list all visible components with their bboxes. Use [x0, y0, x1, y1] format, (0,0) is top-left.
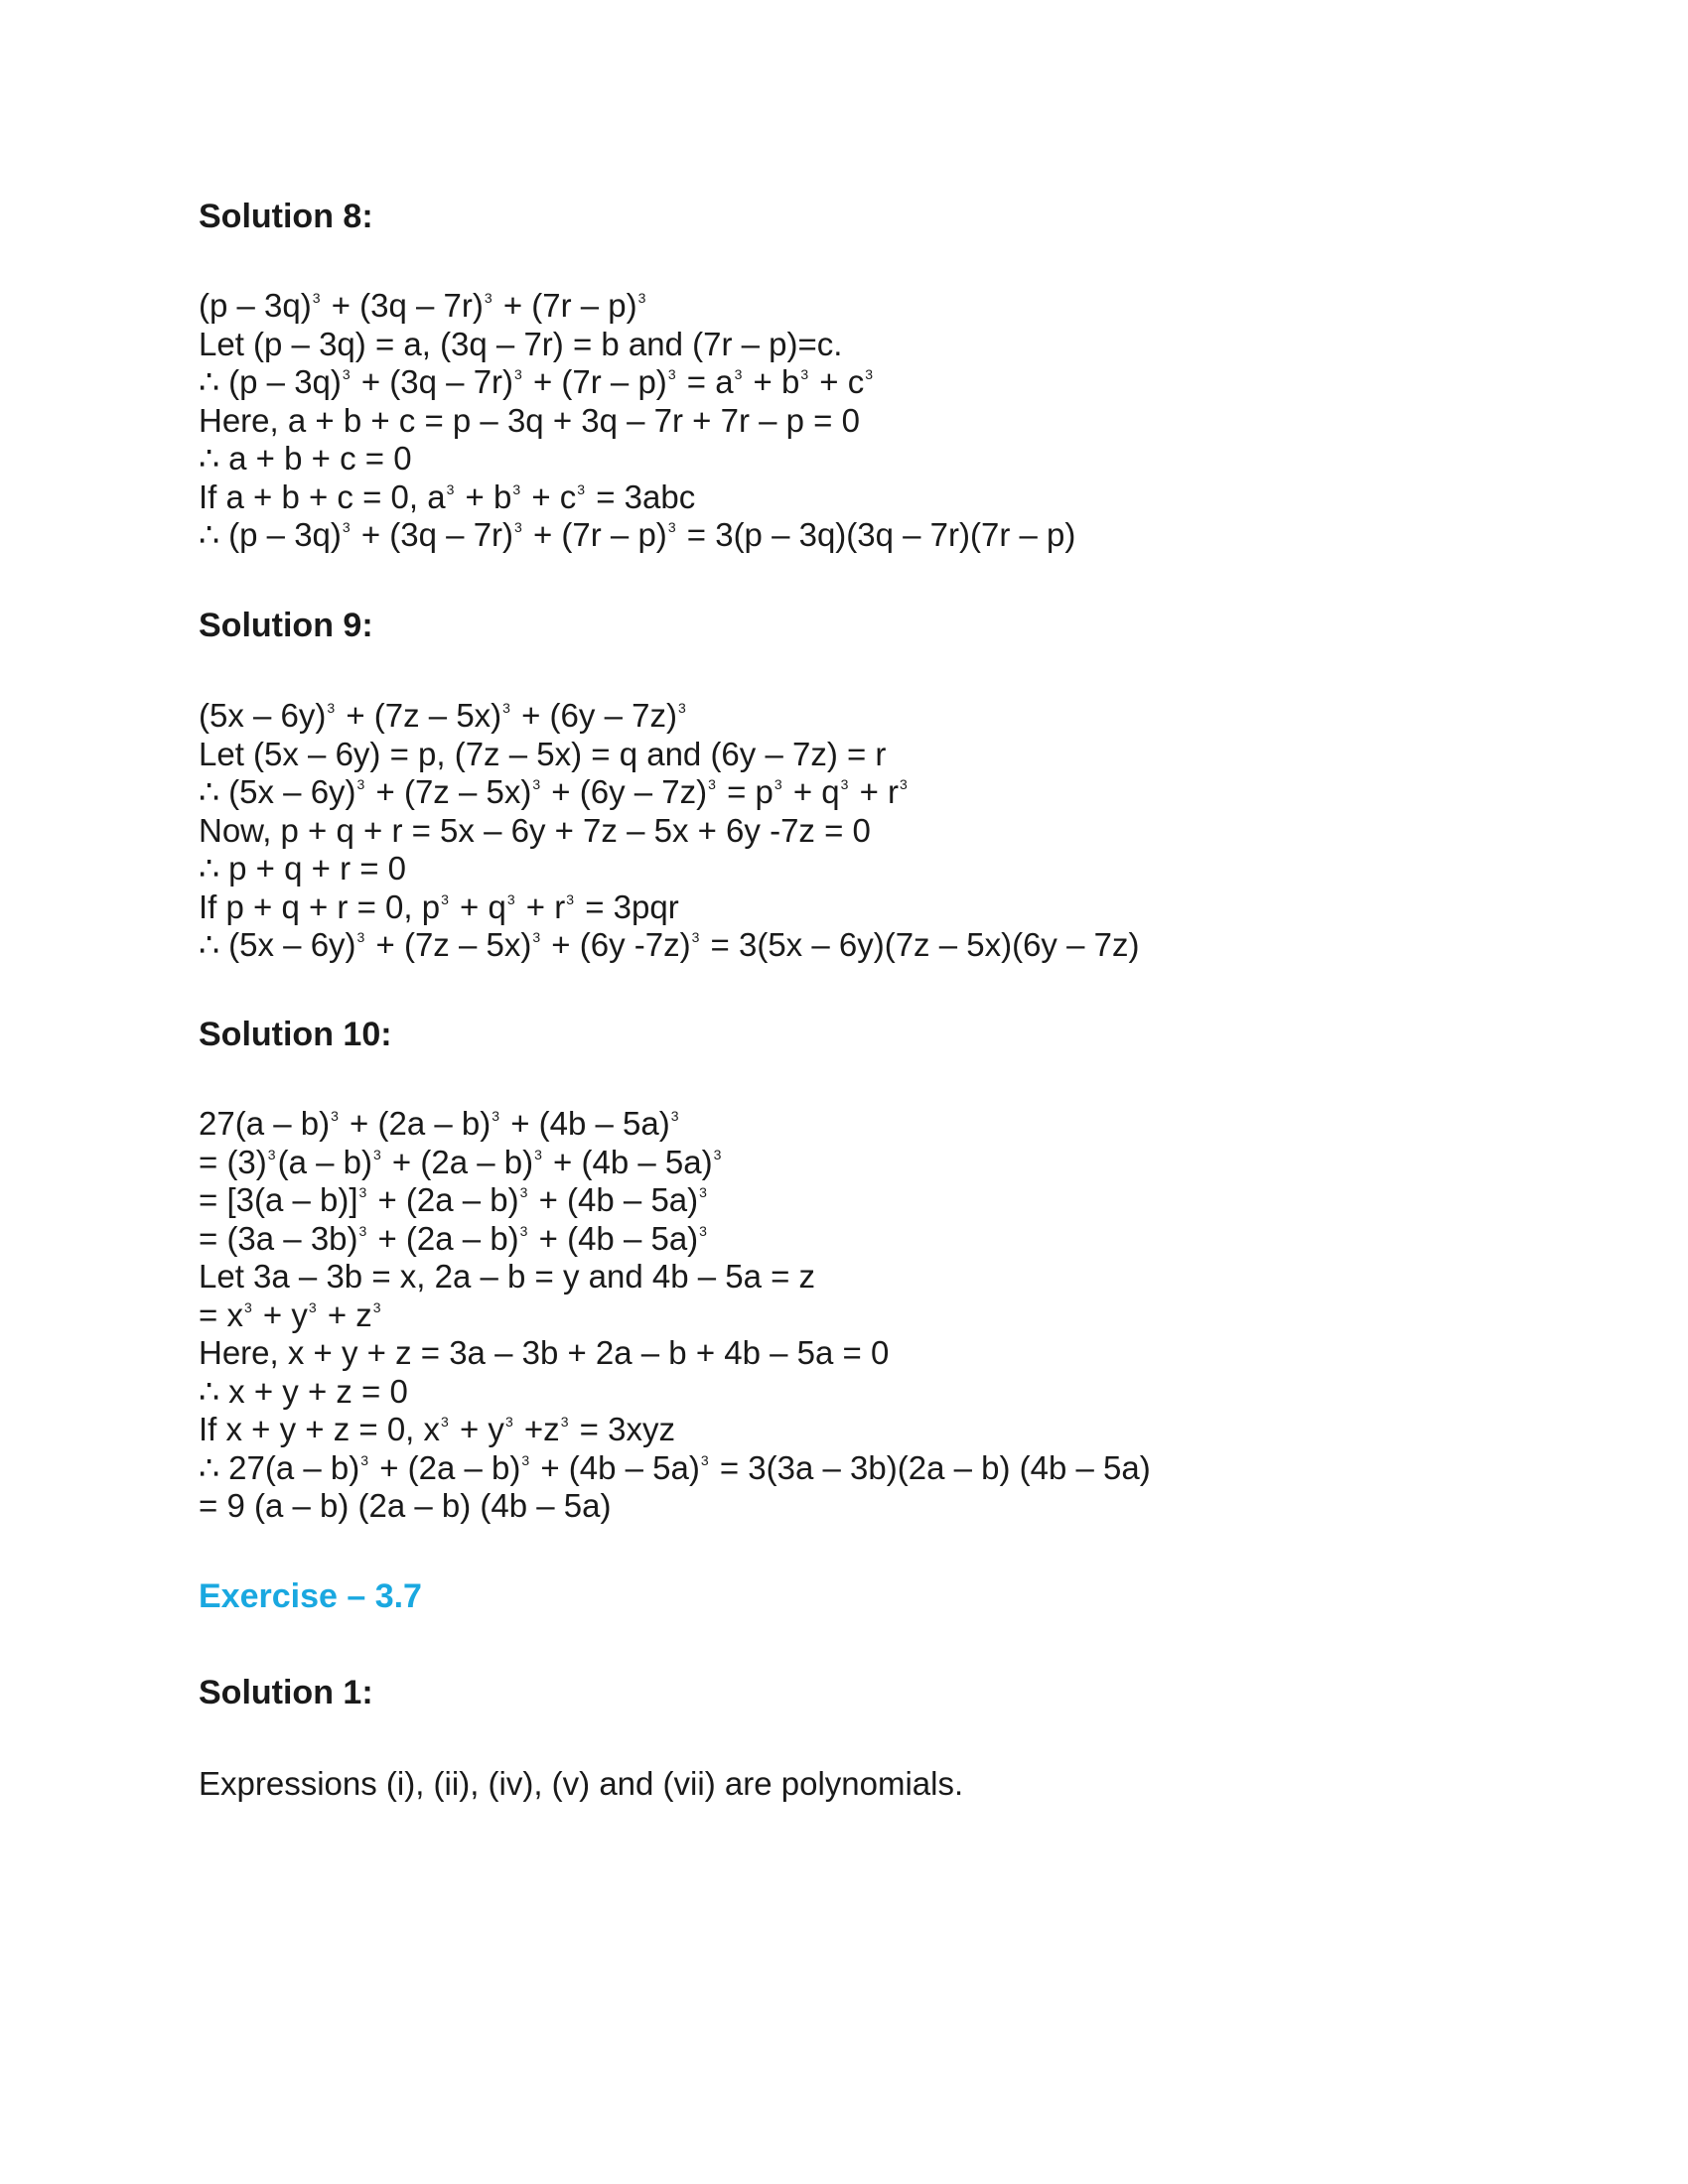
- equation-text: + (4b – 5a): [501, 1105, 670, 1142]
- exponent: 3: [372, 1146, 381, 1162]
- exponent: 3: [441, 890, 449, 907]
- equation-text: +z: [514, 1411, 560, 1447]
- exponent: 3: [700, 1451, 709, 1468]
- exponent: 3: [667, 366, 676, 382]
- exponent: 3: [312, 290, 321, 306]
- equation-text: If p + q + r = 0, p: [199, 887, 441, 925]
- exponent: 3: [534, 1146, 542, 1162]
- equation-text: + q: [450, 887, 506, 925]
- exponent: 3: [342, 366, 351, 382]
- equation-text: = 3(p – 3q)(3q – 7r)(7r – p): [677, 516, 1076, 553]
- solution-10-body: [199, 1105, 1151, 1526]
- equation-text: ∴ x + y + z = 0: [199, 1372, 408, 1410]
- equation-text: Let (5x – 6y) = p, (7z – 5x) = q and (6y – 7z) = r: [199, 735, 887, 772]
- equation-text: = (3): [199, 1143, 267, 1180]
- exponent: 3: [267, 1146, 276, 1162]
- equation-line: [199, 1297, 1151, 1335]
- solution-8-body: [199, 287, 1075, 555]
- equation-text: (5x – 6y): [199, 697, 327, 734]
- equation-text: + y: [253, 1296, 308, 1333]
- exponent: 3: [484, 290, 492, 306]
- equation-text: ∴ 27(a – b): [199, 1448, 360, 1486]
- equation-text: = p: [717, 773, 774, 810]
- exponent: 3: [865, 366, 874, 382]
- equation-text: = [3(a – b)]: [199, 1181, 358, 1218]
- exponent: 3: [637, 290, 646, 306]
- equation-line: [199, 812, 1139, 851]
- solution-9-heading: Solution 9:: [199, 607, 373, 644]
- equation-text: If a + b + c = 0, a: [199, 478, 446, 515]
- equation-line: [199, 440, 1075, 478]
- equation-text: + (2a – b): [370, 1448, 521, 1486]
- exponent: 3: [566, 890, 575, 907]
- exponent: 3: [358, 1184, 367, 1200]
- exponent: 3: [502, 700, 510, 716]
- equation-text: + (4b – 5a): [529, 1219, 699, 1257]
- equation-text: + (6y – 7z): [511, 697, 677, 734]
- equation-line: [199, 1487, 1151, 1526]
- equation-text: ∴ p + q + r = 0: [199, 850, 407, 887]
- equation-text: Here, x + y + z = 3a – 3b + 2a – b + 4b – 5a = 0: [199, 1334, 890, 1371]
- exponent: 3: [360, 1451, 369, 1468]
- equation-line: [199, 516, 1075, 555]
- equation-text: ∴ (5x – 6y): [199, 926, 356, 963]
- exponent: 3: [670, 1108, 679, 1124]
- exponent: 3: [532, 929, 541, 945]
- equation-line: [199, 1144, 1151, 1182]
- equation-text: (p – 3q): [199, 287, 312, 324]
- exponent: 3: [560, 1414, 569, 1430]
- exponent: 3: [492, 1108, 500, 1124]
- equation-text: = 3abc: [587, 478, 696, 515]
- equation-text: + (4b – 5a): [531, 1448, 700, 1486]
- exponent: 3: [900, 776, 908, 792]
- equation-line: [199, 697, 1139, 736]
- equation-text: + (2a – b): [382, 1143, 534, 1180]
- exponent: 3: [713, 1146, 722, 1162]
- equation-text: = 3(5x – 6y)(7z – 5x)(6y – 7z): [701, 926, 1140, 963]
- exponent: 3: [800, 366, 809, 382]
- equation-text: + c: [522, 478, 577, 515]
- exponent: 3: [327, 700, 336, 716]
- equation-line: [199, 478, 1075, 517]
- equation-text: = 3(3a – 3b)(2a – b) (4b – 5a): [710, 1448, 1151, 1486]
- equation-text: = x: [199, 1296, 243, 1333]
- exercise-solution-1-text: Expressions (i), (ii), (iv), (v) and (vii) are polynomials.: [199, 1765, 964, 1802]
- equation-line: [199, 1220, 1151, 1259]
- equation-text: + z: [318, 1296, 372, 1333]
- exponent: 3: [519, 1222, 528, 1239]
- equation-text: Let 3a – 3b = x, 2a – b = y and 4b – 5a = z: [199, 1258, 816, 1295]
- solution-8-heading: Solution 8:: [199, 198, 373, 235]
- equation-text: + q: [783, 773, 840, 810]
- exponent: 3: [514, 366, 522, 382]
- equation-line: [199, 1449, 1151, 1488]
- equation-line: [199, 850, 1139, 888]
- equation-line: [199, 926, 1139, 965]
- exponent: 3: [519, 1184, 528, 1200]
- equation-line: [199, 736, 1139, 774]
- equation-text: (a – b): [277, 1143, 372, 1180]
- equation-text: + c: [810, 363, 865, 400]
- equation-line: [199, 287, 1075, 326]
- equation-text: = 3xyz: [570, 1411, 675, 1447]
- equation-text: Here, a + b + c = p – 3q + 3q – 7r + 7r – p = 0: [199, 401, 860, 439]
- exponent: 3: [667, 519, 676, 535]
- equation-line: [199, 888, 1139, 927]
- equation-text: + r: [850, 773, 900, 810]
- equation-text: + (7r – p): [523, 363, 667, 400]
- equation-text: ∴ a + b + c = 0: [199, 440, 412, 477]
- solution-9-body: [199, 697, 1139, 965]
- equation-text: + (4b – 5a): [529, 1181, 699, 1218]
- exponent: 3: [774, 776, 782, 792]
- equation-text: + (2a – b): [340, 1105, 492, 1142]
- exercise-heading: Exercise – 3.7: [199, 1577, 422, 1615]
- equation-text: = 9 (a – b) (2a – b) (4b – 5a): [199, 1487, 612, 1524]
- exponent: 3: [512, 480, 521, 497]
- exponent: 3: [342, 519, 351, 535]
- equation-line: [199, 1258, 1151, 1297]
- equation-line: [199, 1334, 1151, 1373]
- exponent: 3: [243, 1298, 252, 1315]
- exponent: 3: [734, 366, 743, 382]
- exponent: 3: [691, 929, 700, 945]
- exponent: 3: [514, 519, 522, 535]
- exponent: 3: [532, 776, 541, 792]
- equation-text: 27(a – b): [199, 1105, 331, 1142]
- equation-text: + b: [456, 478, 512, 515]
- exponent: 3: [521, 1451, 530, 1468]
- exponent: 3: [356, 929, 365, 945]
- equation-text: + (4b – 5a): [543, 1143, 713, 1180]
- equation-text: Now, p + q + r = 5x – 6y + 7z – 5x + 6y -7z = 0: [199, 811, 871, 849]
- equation-text: ∴ (5x – 6y): [199, 773, 356, 810]
- exponent: 3: [577, 480, 586, 497]
- equation-line: [199, 326, 1075, 364]
- equation-line: [199, 1411, 1151, 1449]
- equation-text: + (7r – p): [493, 287, 637, 324]
- exercise-solution-1-heading: Solution 1:: [199, 1674, 373, 1711]
- equation-text: + (7z – 5x): [366, 773, 532, 810]
- equation-text: = 3pqr: [576, 887, 679, 925]
- equation-text: + b: [744, 363, 800, 400]
- exponent: 3: [699, 1184, 707, 1200]
- equation-text: + r: [516, 887, 566, 925]
- exponent: 3: [358, 1222, 367, 1239]
- equation-text: ∴ (p – 3q): [199, 363, 342, 400]
- equation-text: + (3q – 7r): [352, 363, 514, 400]
- equation-text: + (6y -7z): [542, 926, 691, 963]
- equation-line: [199, 1373, 1151, 1412]
- equation-text: = (3a – 3b): [199, 1219, 358, 1257]
- equation-line: [199, 1105, 1151, 1144]
- equation-text: + (7z – 5x): [366, 926, 532, 963]
- equation-text: + (2a – b): [368, 1181, 519, 1218]
- equation-line: [199, 1181, 1151, 1220]
- equation-line: [199, 773, 1139, 812]
- solution-10-heading: Solution 10:: [199, 1016, 392, 1053]
- exponent: 3: [331, 1108, 339, 1124]
- equation-text: + (3q – 7r): [322, 287, 484, 324]
- equation-line: [199, 402, 1075, 441]
- exponent: 3: [677, 700, 686, 716]
- exponent: 3: [308, 1298, 317, 1315]
- equation-text: + (6y – 7z): [542, 773, 708, 810]
- exponent: 3: [372, 1298, 381, 1315]
- equation-text: + (7r – p): [523, 516, 667, 553]
- equation-text: + (3q – 7r): [352, 516, 514, 553]
- equation-line: [199, 363, 1075, 402]
- equation-text: = a: [677, 363, 734, 400]
- exponent: 3: [356, 776, 365, 792]
- exponent: 3: [840, 776, 849, 792]
- exponent: 3: [506, 890, 515, 907]
- exponent: 3: [446, 480, 455, 497]
- exponent: 3: [441, 1414, 449, 1430]
- exponent: 3: [699, 1222, 707, 1239]
- equation-text: + y: [450, 1411, 504, 1447]
- equation-text: ∴ (p – 3q): [199, 516, 342, 553]
- equation-text: + (2a – b): [368, 1219, 519, 1257]
- equation-text: + (7z – 5x): [337, 697, 502, 734]
- exponent: 3: [708, 776, 716, 792]
- equation-text: Let (p – 3q) = a, (3q – 7r) = b and (7r – p)=c.: [199, 325, 843, 362]
- equation-text: If x + y + z = 0, x: [199, 1411, 441, 1447]
- exponent: 3: [504, 1414, 513, 1430]
